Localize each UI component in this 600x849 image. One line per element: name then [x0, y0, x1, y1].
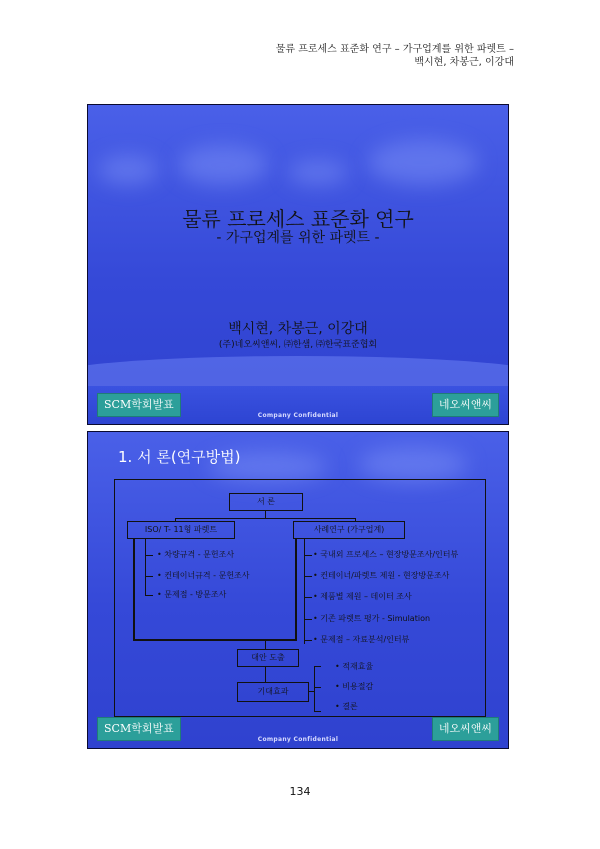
- connector: [304, 576, 312, 577]
- slide-title: 물류 프로세스 표준화 연구: [182, 207, 414, 231]
- result-item: • 적재효율: [335, 662, 374, 671]
- connector: [314, 711, 321, 712]
- expected-effect-box: 기대효과: [237, 682, 309, 702]
- company-badge: 네오씨앤씨: [432, 393, 499, 417]
- background-blur: [368, 140, 478, 185]
- confidential-label: Company Confidential: [257, 412, 339, 419]
- background-blur: [288, 160, 348, 185]
- background-blur: [178, 145, 268, 185]
- list-item: • 국내외 프로세스 – 현장방문조사/인터뷰: [313, 550, 459, 559]
- connector: [265, 510, 266, 518]
- case-study-box: 사례연구 (가구업계): [293, 521, 405, 539]
- connector: [145, 538, 146, 596]
- connector: [145, 555, 153, 556]
- affiliations: (주)네오씨앤씨, ㈜한샘, ㈜한국표준협회: [218, 340, 378, 350]
- intro-box: 서 론: [229, 493, 303, 511]
- connector: [314, 687, 321, 688]
- connector: [145, 576, 153, 577]
- connector: [295, 538, 297, 640]
- list-item: • 컨테이너/파렛트 제원 - 현장방문조사: [313, 571, 450, 580]
- connector: [145, 595, 153, 596]
- connector: [133, 538, 135, 640]
- running-header-title: 물류 프로세스 표준화 연구 – 가구업계를 위한 파렛트 –: [275, 44, 514, 55]
- background-blur: [98, 155, 158, 185]
- connector: [304, 538, 305, 644]
- list-item: • 컨테이너규격 - 문헌조사: [157, 571, 250, 580]
- list-item: • 문제점 - 방문조사: [157, 590, 227, 599]
- connector: [314, 666, 321, 667]
- slide-title: 1. 서 론(연구방법): [118, 448, 241, 466]
- connector: [133, 639, 297, 641]
- result-item: • 결론: [335, 702, 358, 711]
- page-number: 134: [289, 785, 311, 798]
- connector: [175, 518, 356, 519]
- research-method-diagram: [114, 479, 486, 717]
- background-blur: [358, 447, 468, 482]
- list-item: • 제품별 제원 – 데이터 조사: [313, 592, 412, 601]
- connector: [304, 640, 312, 641]
- result-item: • 비용절감: [335, 682, 374, 691]
- connector: [314, 666, 315, 712]
- company-badge: 네오씨앤씨: [432, 717, 499, 741]
- conference-badge: SCM학회발표: [97, 717, 181, 741]
- title-slide: [87, 104, 509, 425]
- connector: [265, 641, 266, 649]
- conference-badge: SCM학회발표: [97, 393, 181, 417]
- connector: [265, 666, 266, 682]
- confidential-label: Company Confidential: [257, 736, 339, 743]
- connector: [304, 597, 312, 598]
- list-item: • 차량규격 - 문헌조사: [157, 550, 235, 559]
- iso-pallet-box: ISO/ T- 11형 파렛트: [127, 521, 235, 539]
- running-header-authors: 백시현, 차봉근, 이강대: [414, 57, 514, 68]
- slide-subtitle: - 가구업계를 위한 파렛트 -: [216, 230, 380, 246]
- list-item: • 기존 파렛트 평가 - Simulation: [313, 614, 431, 623]
- alternative-box: 대안 도출: [237, 649, 299, 667]
- list-item: • 문제점 – 자료분석/인터뷰: [313, 635, 410, 644]
- method-slide: [87, 431, 509, 749]
- authors: 백시현, 차봉근, 이강대: [228, 321, 368, 337]
- connector: [304, 619, 312, 620]
- connector: [304, 555, 312, 556]
